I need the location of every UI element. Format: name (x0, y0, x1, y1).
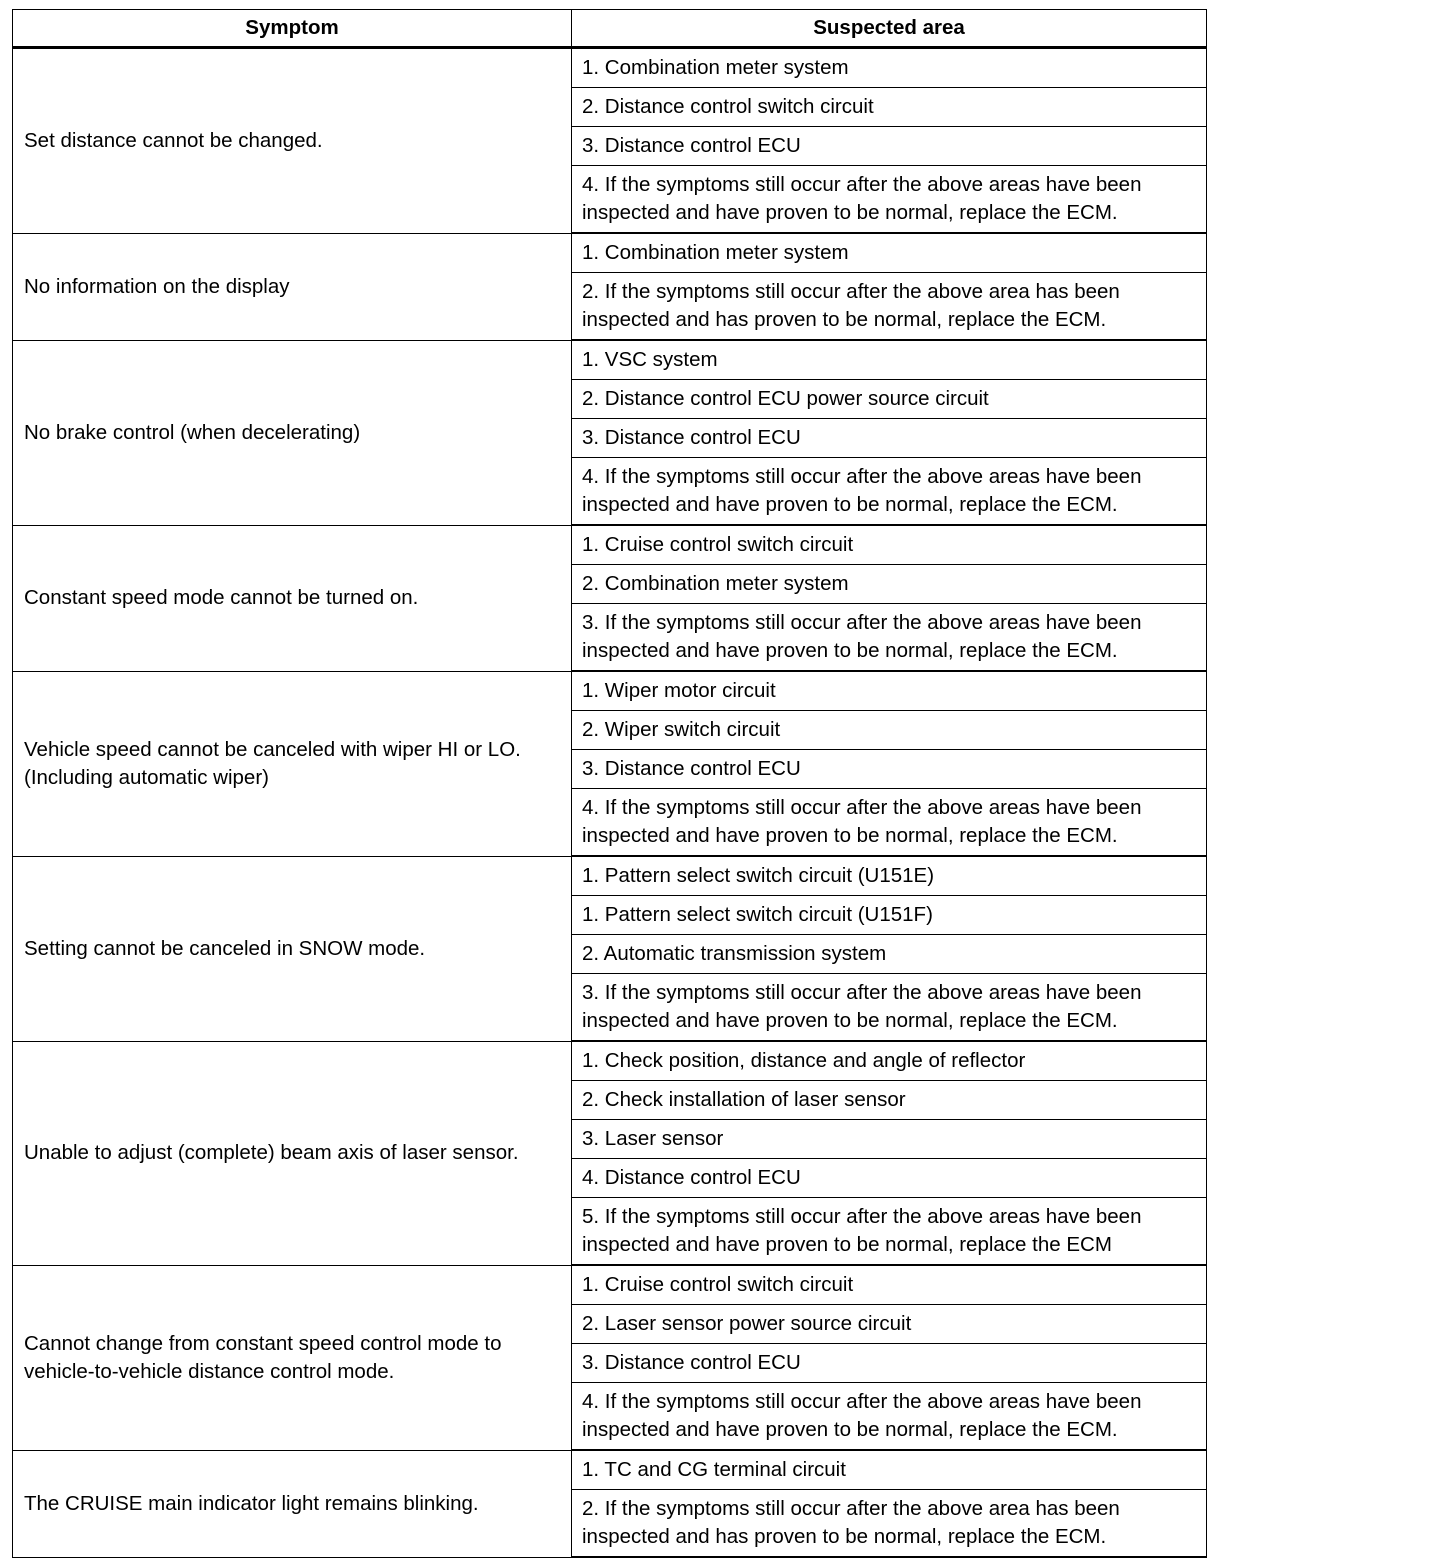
suspected-area-cell: 3. If the symptoms still occur after the above areas have been inspected and have proven to be normal, replace the ECM. (572, 974, 1207, 1042)
suspected-area-cell: 2. Combination meter system (572, 565, 1207, 604)
suspected-area-cell: 2. Distance control ECU power source circuit (572, 380, 1207, 419)
suspected-area-cell: 4. If the symptoms still occur after the above areas have been inspected and have proven to be normal, replace the ECM. (572, 789, 1207, 857)
suspected-area-cell: 1. TC and CG terminal circuit (572, 1450, 1207, 1490)
suspected-area-cell: 1. Wiper motor circuit (572, 671, 1207, 711)
suspected-area-cell: 1. Cruise control switch circuit (572, 525, 1207, 565)
suspected-area-cell: 3. If the symptoms still occur after the above areas have been inspected and have proven to be normal, replace the ECM. (572, 604, 1207, 672)
table-row (13, 525, 1207, 565)
suspected-area-cell: 1. Check position, distance and angle of reflector (572, 1041, 1207, 1081)
suspected-area-cell: 5. If the symptoms still occur after the above areas have been inspected and have proven to be normal, replace the ECM (572, 1198, 1207, 1266)
symptom-cell: Vehicle speed cannot be canceled with wiper HI or LO. (Including automatic wiper) (13, 671, 572, 856)
table-row (13, 340, 1207, 380)
symptom-cell: No brake control (when decelerating) (13, 340, 572, 525)
suspected-area-cell: 2. Distance control switch circuit (572, 88, 1207, 127)
suspected-area-cell: 2. Check installation of laser sensor (572, 1081, 1207, 1120)
suspected-area-cell: 1. VSC system (572, 340, 1207, 380)
suspected-area-cell: 1. Combination meter system (572, 233, 1207, 273)
suspected-area-cell: 3. Distance control ECU (572, 1344, 1207, 1383)
suspected-area-cell: 4. Distance control ECU (572, 1159, 1207, 1198)
suspected-area-cell: 1. Pattern select switch circuit (U151F) (572, 896, 1207, 935)
suspected-area-cell: 4. If the symptoms still occur after the above areas have been inspected and have proven to be normal, replace the ECM. (572, 458, 1207, 526)
table-header-row (13, 10, 1207, 48)
table-row (13, 233, 1207, 273)
table-row (13, 856, 1207, 896)
table-body (13, 48, 1207, 1558)
suspected-area-cell: 3. Distance control ECU (572, 127, 1207, 166)
suspected-area-cell: 2. If the symptoms still occur after the above area has been inspected and has proven to be normal, replace the ECM. (572, 273, 1207, 341)
symptom-cell: Set distance cannot be changed. (13, 48, 572, 234)
suspected-area-cell: 2. Laser sensor power source circuit (572, 1305, 1207, 1344)
suspected-area-cell: 4. If the symptoms still occur after the above areas have been inspected and have proven to be normal, replace the ECM. (572, 166, 1207, 234)
header-symptom: Symptom (13, 10, 572, 48)
table-row (13, 1265, 1207, 1305)
symptom-cell: Unable to adjust (complete) beam axis of laser sensor. (13, 1041, 572, 1265)
suspected-area-cell: 1. Combination meter system (572, 48, 1207, 88)
suspected-area-cell: 3. Laser sensor (572, 1120, 1207, 1159)
symptom-cell: Constant speed mode cannot be turned on. (13, 525, 572, 671)
symptom-cell: Cannot change from constant speed control mode to vehicle-to-vehicle distance control mode. (13, 1265, 572, 1450)
suspected-area-cell: 1. Cruise control switch circuit (572, 1265, 1207, 1305)
table-row (13, 1041, 1207, 1081)
suspected-area-cell: 2. Wiper switch circuit (572, 711, 1207, 750)
symptom-table (12, 9, 1207, 1558)
symptom-cell: The CRUISE main indicator light remains blinking. (13, 1450, 572, 1557)
suspected-area-cell: 4. If the symptoms still occur after the above areas have been inspected and have proven to be normal, replace the ECM. (572, 1383, 1207, 1451)
suspected-area-cell: 3. Distance control ECU (572, 419, 1207, 458)
suspected-area-cell: 3. Distance control ECU (572, 750, 1207, 789)
symptom-cell: No information on the display (13, 233, 572, 340)
suspected-area-cell: 2. Automatic transmission system (572, 935, 1207, 974)
table-row (13, 1450, 1207, 1490)
symptom-cell: Setting cannot be canceled in SNOW mode. (13, 856, 572, 1041)
suspected-area-cell: 1. Pattern select switch circuit (U151E) (572, 856, 1207, 896)
suspected-area-cell: 2. If the symptoms still occur after the above area has been inspected and has proven to be normal, replace the ECM. (572, 1490, 1207, 1558)
table-row (13, 671, 1207, 711)
header-suspected-area: Suspected area (572, 10, 1207, 48)
table-row (13, 48, 1207, 88)
